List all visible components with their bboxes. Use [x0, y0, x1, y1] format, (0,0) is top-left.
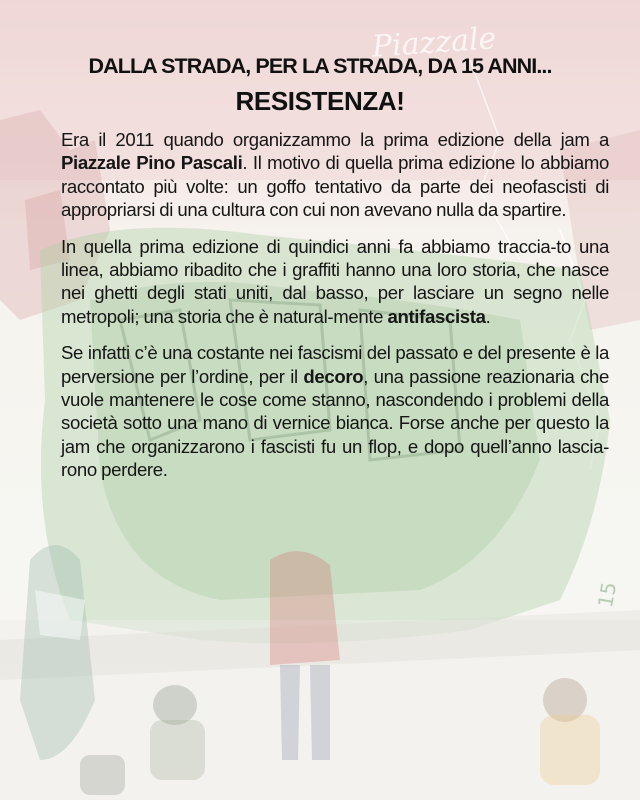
paragraph-1-text-start: Era il 2011 quando organizzammo la prima edizione della jam a — [61, 129, 609, 150]
paragraph-2 — [61, 235, 609, 329]
headline-line-2: RESISTENZA! — [235, 86, 405, 116]
paragraph-1 — [61, 128, 609, 222]
highlight-piazzale-pino-pascali: Piazzale Pino Pascali — [61, 152, 243, 174]
paragraph-2-text-end: . — [485, 305, 491, 327]
highlight-decoro: decoro — [303, 365, 364, 387]
paragraph-3 — [61, 341, 609, 481]
paragraph-1-text-end: . Il motivo di quella prima edizione lo abbiamo raccontato più volte: un goffo tentativo da parte dei neofascisti di appropriarsi di una cultura con cui non avevano nulla da spartire. — [61, 152, 609, 221]
paragraph-2-text-start: In quella prima edizione di quindici anni fa abbiamo traccia-to una linea, abbiamo ribadito che i graffiti hanno una loro storia, che nasce nei ghetti degli stati uniti, dal basso, per lasciare un segno nelle metropoli; una storia che è natural-mente — [61, 235, 609, 327]
article-body — [61, 128, 609, 495]
highlight-antifascista: antifascista — [387, 305, 486, 327]
paragraph-3-text-end: , una passione reazionaria che vuole mantenere le cose come stanno, nascondendo i problemi della società sotto una mano di vernice bianca. Forse anche per questo la jam che organizzarono i fascisti fu un flop, e dopo quell’anno lascia-rono perdere. — [61, 365, 609, 481]
paragraph-3-text-start: Se infatti c’è una costante nei fascismi del passato e del presente è la perversione per l’ordine, per il — [61, 342, 609, 387]
background-numeral: 15 — [593, 580, 622, 610]
background-script-word: Piazzale — [370, 21, 498, 65]
headline-line-1: DALLA STRADA, PER LA STRADA, DA 15 ANNI... — [88, 54, 552, 78]
